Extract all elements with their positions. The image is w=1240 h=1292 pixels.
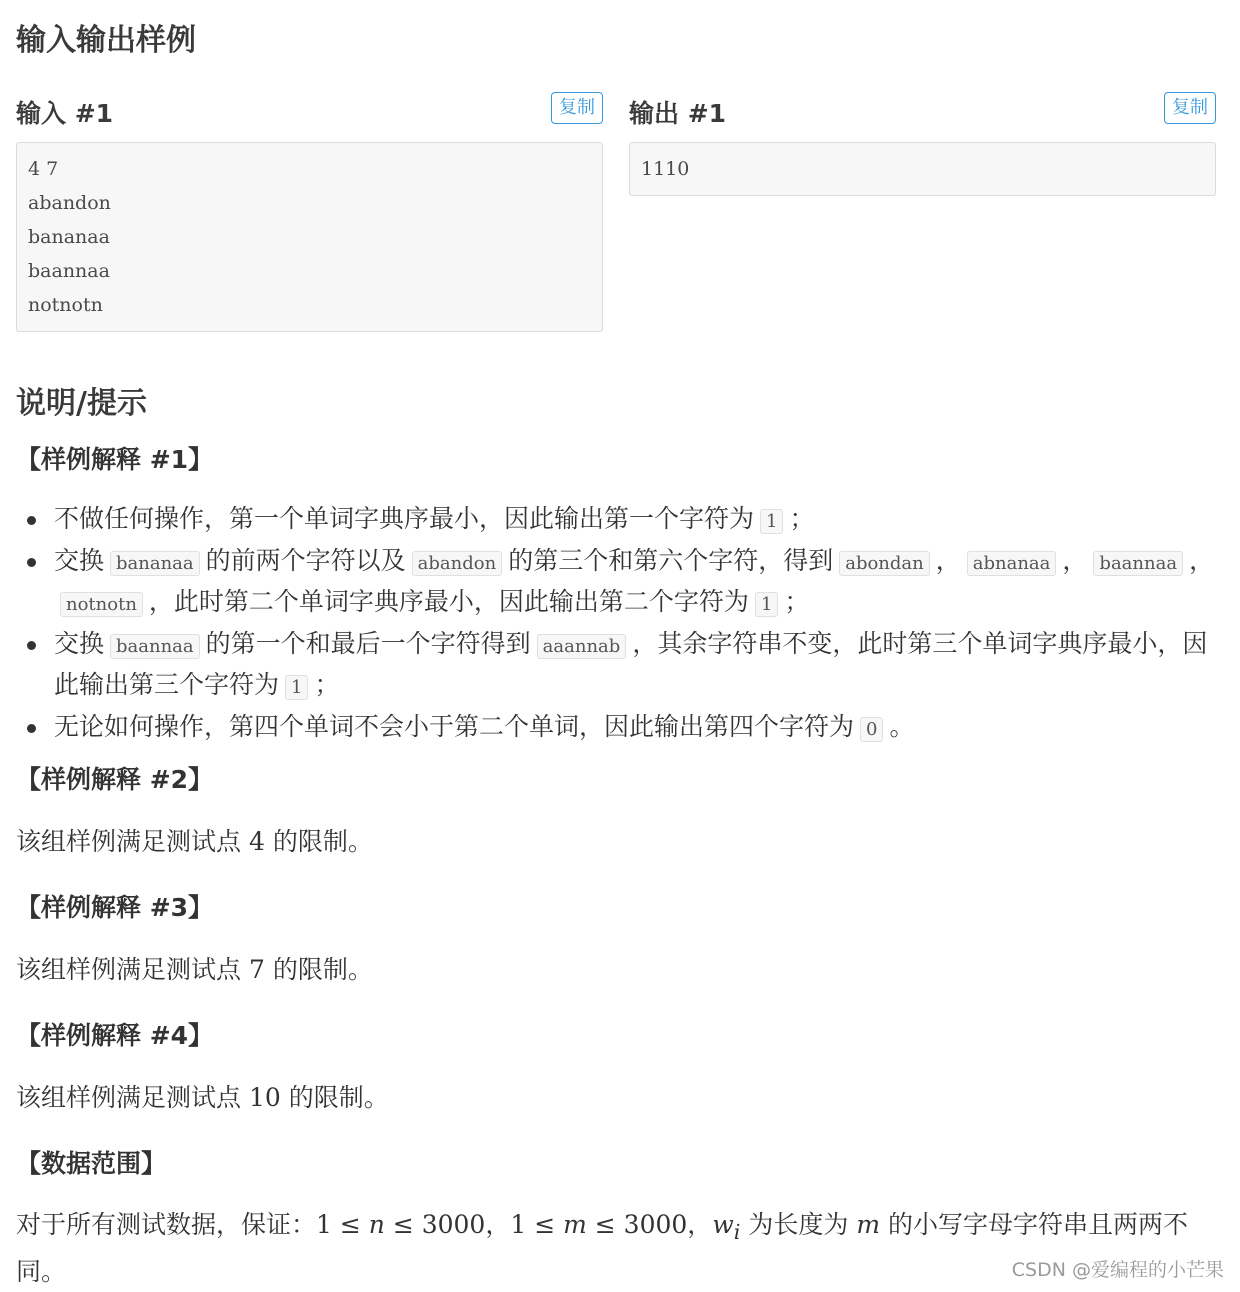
output-sample-content: 1110 <box>629 142 1216 196</box>
list-item: 交换 baannaa 的第一个和最后一个字符得到 aaannab ，其余字符串不变，此时第三个单词字典序最小，因此输出第三个字符为 1 ； <box>54 625 1229 708</box>
input-sample-header <box>16 92 603 142</box>
example-1-explanation-list <box>16 500 1229 749</box>
example-4-title: 【样例解释 #4】 <box>16 1021 214 1050</box>
example-2-text: 该组样例满足测试点 4 的限制。 <box>16 827 373 856</box>
list-item: 交换 bananaa 的前两个字符以及 abandon 的第三个和第六个字符，得到 abondan ， abnanaa ， baannaa ，notnotn ，此时第二个单词字典序最小，因此输出第二个字符为 1 ； <box>54 542 1229 625</box>
samples-heading: 输入输出样例 <box>16 23 196 58</box>
data-range-title: 【数据范围】 <box>16 1149 167 1178</box>
example-3-text: 该组样例满足测试点 7 的限制。 <box>16 955 373 984</box>
list-item: 无论如何操作，第四个单词不会小于第二个单词，因此输出第四个字符为 0 。 <box>54 708 1229 750</box>
example-1-title: 【样例解释 #1】 <box>16 445 214 474</box>
output-sample-header <box>629 92 1216 142</box>
copy-output-button[interactable]: 复制 <box>1164 92 1216 124</box>
input-sample <box>16 92 603 332</box>
example-2-title: 【样例解释 #2】 <box>16 765 214 794</box>
example-4-text: 该组样例满足测试点 10 的限制。 <box>16 1083 389 1112</box>
output-sample-title: 输出 #1 <box>629 99 727 128</box>
output-sample <box>629 92 1216 196</box>
input-sample-title: 输入 #1 <box>16 99 114 128</box>
csdn-watermark: CSDN @爱编程的小芒果 <box>1011 1259 1224 1281</box>
hint-heading: 说明/提示 <box>16 386 147 421</box>
data-range-text: 对于所有测试数据，保证：1 ≤ n ≤ 3000，1 ≤ m ≤ 3000，$w_i$ 为长度为 m 的小写字母字符串且两两不同。 <box>16 1210 1188 1286</box>
list-item: 不做任何操作，第一个单词字典序最小，因此输出第一个字符为 1 ； <box>54 500 1229 542</box>
input-sample-content: 4 7 abandon bananaa baannaa notnotn <box>16 142 603 332</box>
copy-input-button[interactable]: 复制 <box>551 92 603 124</box>
example-3-title: 【样例解释 #3】 <box>16 893 214 922</box>
